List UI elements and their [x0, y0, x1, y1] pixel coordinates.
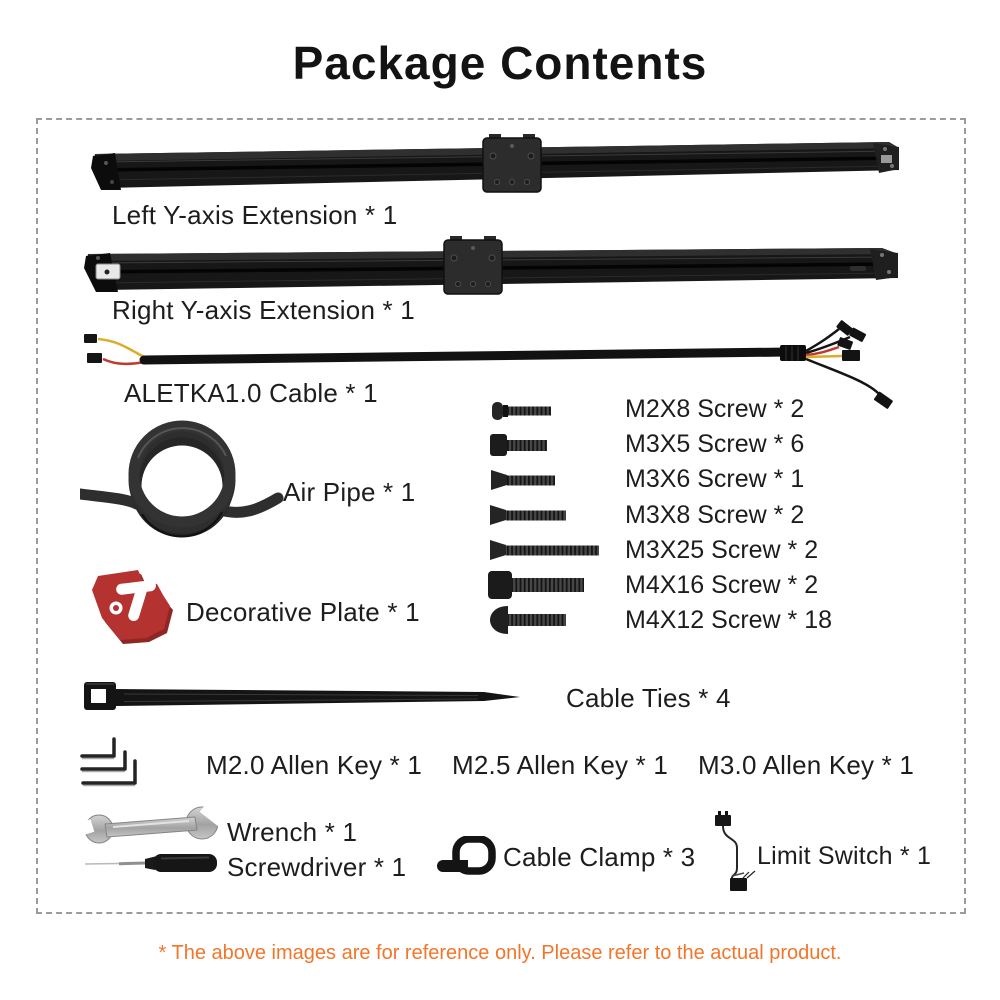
wrench-label: Wrench * 1 — [227, 817, 358, 847]
right-extension-label: Right Y-axis Extension * 1 — [112, 295, 415, 325]
page-title: Package Contents — [292, 37, 708, 89]
screw-label: M3X6 Screw * 1 — [625, 465, 805, 494]
left-yaxis-rail-icon — [85, 132, 907, 198]
screwdriver-label: Screwdriver * 1 — [227, 852, 407, 882]
allen-key-m20-label: M2.0 Allen Key * 1 — [206, 750, 423, 780]
right-yaxis-rail-icon — [80, 236, 904, 298]
rail-carriage — [483, 134, 541, 192]
decorative-plate-label: Decorative Plate * 1 — [186, 597, 420, 627]
reference-footnote: * The above images are for reference only. Please refer to the actual product. — [158, 942, 842, 964]
screwdriver-icon — [83, 850, 221, 876]
left-extension-label: Left Y-axis Extension * 1 — [112, 200, 398, 230]
screw-label: M3X8 Screw * 2 — [625, 500, 805, 529]
rail-carriage — [444, 236, 502, 294]
allen-keys-icon — [80, 734, 205, 792]
cable-label: ALETKA1.0 Cable * 1 — [124, 378, 378, 408]
screw-label: M4X16 Screw * 2 — [625, 570, 819, 599]
cable-clamp-icon — [436, 836, 496, 878]
limit-switch-icon — [710, 810, 760, 892]
limit-switch-label: Limit Switch * 1 — [757, 842, 932, 870]
cable-clamp-label: Cable Clamp * 3 — [503, 842, 696, 872]
screws-icon — [486, 394, 621, 644]
allen-key-m30-label: M3.0 Allen Key * 1 — [698, 750, 915, 780]
screw-label: M4X12 Screw * 18 — [625, 606, 833, 635]
allen-key-m25-label: M2.5 Allen Key * 1 — [452, 750, 669, 780]
screw-label: M2X8 Screw * 2 — [625, 395, 805, 423]
screw-label: M3X25 Screw * 2 — [625, 535, 819, 564]
cable-tie-icon — [82, 678, 527, 722]
cable-ties-label: Cable Ties * 4 — [566, 683, 731, 713]
air-pipe-label: Air Pipe * 1 — [283, 477, 416, 507]
screw-label: M3X5 Screw * 6 — [625, 430, 805, 459]
wrench-icon — [83, 806, 221, 852]
screw-list — [625, 392, 832, 638]
